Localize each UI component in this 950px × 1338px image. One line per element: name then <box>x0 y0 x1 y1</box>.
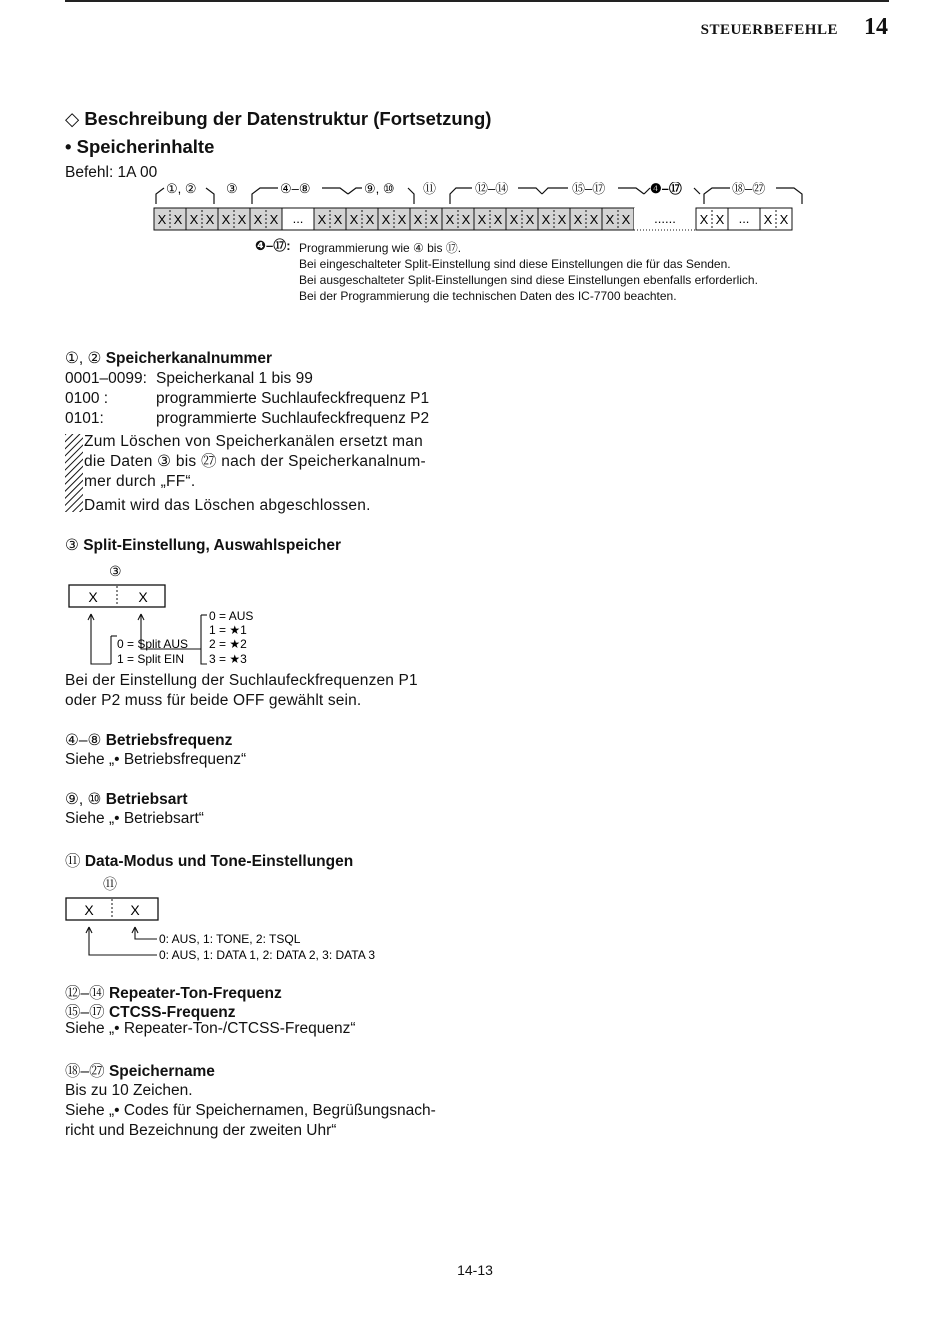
section-heading-split <box>65 536 341 555</box>
section-heading-memory-name <box>65 1059 215 1081</box>
list-item: 0100 : programmierte Suchlaufeckfrequenz P1 <box>65 390 430 407</box>
nibble-x: X <box>509 212 519 227</box>
section-title: Repeater-Ton-Frequenz <box>108 985 282 1002</box>
split-opt-left: 1 = Split EIN <box>117 652 185 666</box>
note-line: mer durch „FF“. <box>84 473 196 490</box>
nibble-x: X <box>157 212 167 227</box>
nibble-x: X <box>461 212 471 227</box>
section-number: ⑮–⑰ <box>65 1004 105 1021</box>
split-x1: X <box>88 589 98 605</box>
list-item: 0101: programmierte Suchlaufeckfrequenz P2 <box>65 410 430 427</box>
section-title: Speichername <box>108 1063 215 1080</box>
data-mode-x2: X <box>130 902 140 918</box>
section-title: Betriebsart <box>105 791 188 808</box>
nibble-x: X <box>397 212 407 227</box>
group-label-15-17: ⑮–⑰ <box>572 182 606 196</box>
page-number: 14-13 <box>457 1262 493 1278</box>
structure-note: Bei eingeschalteter Split-Einstellung sind diese Einstellungen die für das Senden. <box>299 257 731 271</box>
nibble-x: X <box>381 212 391 227</box>
nibble-x: X <box>525 212 535 227</box>
nibble-x: X <box>349 212 359 227</box>
nibble-x: X <box>333 212 343 227</box>
page-title: ◇ Beschreibung der Datenstruktur (Fortsetzung) <box>65 108 492 129</box>
split-opt-right: 1 = ★1 <box>209 623 247 637</box>
nibble-x: X <box>715 212 725 227</box>
note-line: die Daten ③ bis ㉗ nach der Speicherkanalnum- <box>84 453 426 470</box>
note-line: Zum Löschen von Speicherkanälen ersetzt man <box>84 433 424 450</box>
section-number: ①, ② <box>65 350 102 367</box>
section-title: Data-Modus und Tone-Einstellungen <box>84 853 354 870</box>
split-text <box>65 671 418 711</box>
structure-note: Programmierung wie ④ bis ⑰. <box>299 241 462 255</box>
group-label-4-8: ④–⑧ <box>280 182 311 196</box>
nibble-x: X <box>557 212 567 227</box>
section-heading-frequency <box>65 731 232 750</box>
structure-notes <box>299 240 758 304</box>
group-label-9-10: ⑨, ⑩ <box>364 182 395 196</box>
section-number: ⑫–⑭ <box>65 985 105 1002</box>
nibble-x: X <box>317 212 327 227</box>
note-line: Damit wird das Löschen abgeschlossen. <box>84 497 371 514</box>
section-heading-memory-channel <box>65 349 272 368</box>
nibble-x: X <box>621 212 631 227</box>
section-title: CTCSS-Frequenz <box>108 1004 236 1021</box>
nibble-x: X <box>445 212 455 227</box>
nibble-x: X <box>237 212 247 227</box>
group-label-12-14: ⑫–⑭ <box>475 182 509 196</box>
memory-name-text <box>65 1081 436 1141</box>
paragraph-line: Bei der Einstellung der Suchlaufeckfrequenzen P1 <box>65 672 418 689</box>
data-mode-label: ⑪ <box>103 876 117 892</box>
paragraph-line: richt und Bezeichnung der zweiten Uhr“ <box>65 1122 337 1139</box>
section-number: ④–⑧ <box>65 732 102 749</box>
section-number: ③ <box>65 537 79 554</box>
ctcss-ref: Siehe „• Repeater-Ton-/CTCSS-Frequenz“ <box>65 1020 356 1037</box>
section-number: ⑨, ⑩ <box>65 791 102 808</box>
section-title: Betriebsfrequenz <box>105 732 233 749</box>
ellipsis-cell: ... <box>738 211 750 226</box>
nibble-x: X <box>779 212 789 227</box>
structure-note: Bei ausgeschalteter Split-Einstellungen sind diese Einstellungen ebenfalls erforderlich. <box>299 273 758 287</box>
list-item: 0001–0099: Speicherkanal 1 bis 99 <box>65 370 313 387</box>
frequency-ref: Siehe „• Betriebsfrequenz“ <box>65 751 247 768</box>
data-mode-x1: X <box>84 902 94 918</box>
paragraph-line: Siehe „• Codes für Speichernamen, Begrüßungsnach- <box>65 1102 436 1119</box>
split-x2: X <box>138 589 148 605</box>
group-label-1-2: ①, ② <box>166 182 197 196</box>
data-mode-diagram <box>65 873 425 965</box>
section-heading-mode <box>65 790 188 809</box>
split-opt-right: 0 = AUS <box>209 609 254 623</box>
nibble-x: X <box>763 212 773 227</box>
structure-note: Bei der Programmierung die technischen Daten des IC-7700 beachten. <box>299 289 677 303</box>
header-rule <box>65 0 889 2</box>
nibble-x: X <box>699 212 709 227</box>
group-label-11: ⑪ <box>423 182 437 196</box>
nibble-x: X <box>205 212 215 227</box>
memory-channel-list <box>65 369 429 429</box>
data-structure-diagram <box>150 182 810 234</box>
nibble-x: X <box>477 212 487 227</box>
nibble-x: X <box>605 212 615 227</box>
command-line: Befehl: 1A 00 <box>65 164 158 181</box>
data-mode-opt-left: 0: AUS, 1: DATA 1, 2: DATA 2, 3: DATA 3 <box>159 948 376 962</box>
section-number: ⑱–㉗ <box>65 1063 105 1080</box>
group-label-18-27: ⑱–㉗ <box>732 182 766 196</box>
split-opt-right: 3 = ★3 <box>209 652 247 666</box>
paragraph-line: oder P2 muss für beide OFF gewählt sein. <box>65 692 362 709</box>
split-opt-right: 2 = ★2 <box>209 637 247 651</box>
data-mode-connectors <box>86 927 157 955</box>
note-hatch-icon <box>65 434 83 512</box>
section-title: Speicherkanalnummer <box>105 350 272 367</box>
header-chapter-number: 14 <box>864 14 888 40</box>
data-mode-opt-right: 0: AUS, 1: TONE, 2: TSQL <box>159 932 301 946</box>
section-title: Split-Einstellung, Auswahlspeicher <box>83 537 342 554</box>
nibble-x: X <box>269 212 279 227</box>
nibble-x: X <box>173 212 183 227</box>
split-diagram <box>65 560 305 670</box>
mode-ref: Siehe „• Betriebsart“ <box>65 810 204 827</box>
nibble-x: X <box>253 212 263 227</box>
paragraph-line: Bis zu 10 Zeichen. <box>65 1082 193 1099</box>
nibble-x: X <box>189 212 199 227</box>
nibble-x: X <box>413 212 423 227</box>
nibble-x: X <box>541 212 551 227</box>
structure-notes-label: ❹–⑰: <box>255 238 291 253</box>
nibble-x: X <box>589 212 599 227</box>
nibble-x: X <box>221 212 231 227</box>
split-opt-left: 0 = Split AUS <box>117 637 189 651</box>
nibble-x: X <box>365 212 375 227</box>
group-label-4-17-tx: ❹–⑰ <box>650 182 682 196</box>
ellipsis-cell: ... <box>292 211 304 226</box>
page-subtitle: • Speicherinhalte <box>65 136 215 157</box>
gap-dots: ...... <box>654 211 676 226</box>
group-label-3: ③ <box>226 182 238 196</box>
section-heading-data-mode <box>65 849 353 871</box>
split-diagram-label: ③ <box>109 563 122 579</box>
header-section-title: STEUERBEFEHLE <box>700 22 838 38</box>
memory-delete-note <box>84 432 426 516</box>
byte-cells <box>154 208 792 230</box>
section-number: ⑪ <box>65 853 81 870</box>
nibble-x: X <box>573 212 583 227</box>
nibble-x: X <box>493 212 503 227</box>
nibble-x: X <box>429 212 439 227</box>
